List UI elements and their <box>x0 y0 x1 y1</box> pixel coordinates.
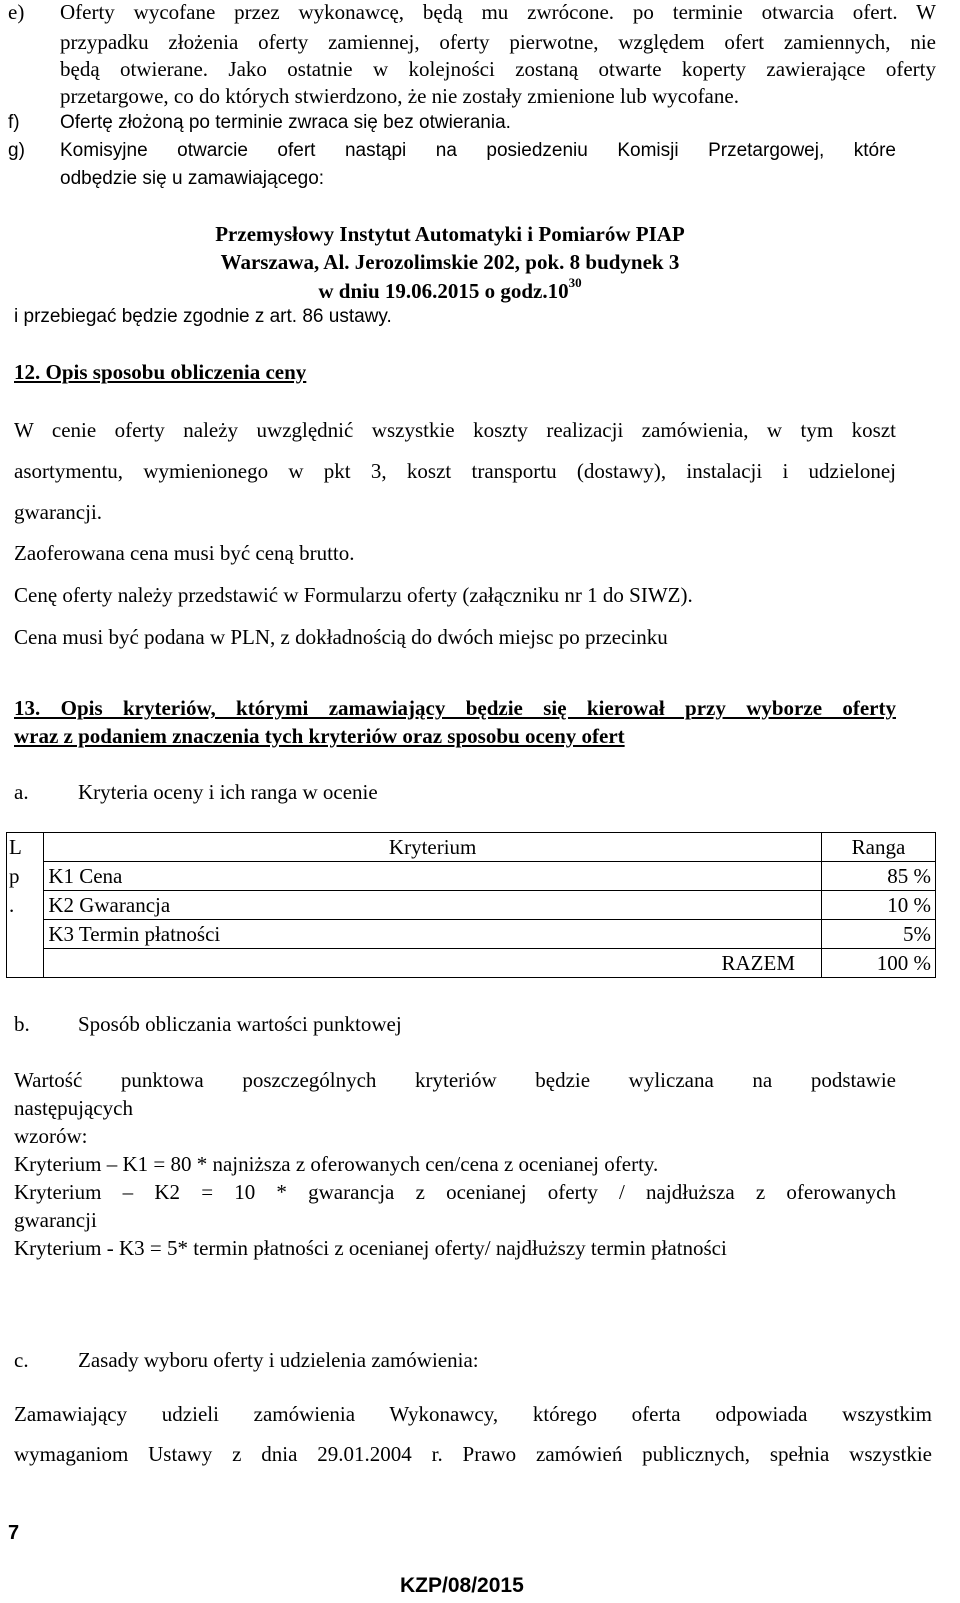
table-row <box>7 920 936 949</box>
rank-cell: 5% <box>822 920 936 949</box>
venue-date-time: w dniu 19.06.2015 o godz.10 <box>318 279 569 303</box>
lp-cell <box>7 920 44 949</box>
rank-header: Ranga <box>822 833 936 862</box>
criteria-table <box>6 832 936 978</box>
list-marker-f: f) <box>8 112 20 133</box>
table-row <box>7 891 936 920</box>
criterion-cell: K1 Cena <box>44 862 822 891</box>
criterion-cell: K2 Gwarancja <box>44 891 822 920</box>
venue-line-3 <box>0 275 900 304</box>
section-12-heading: 12. Opis sposobu obliczenia ceny <box>14 360 307 384</box>
table-row <box>7 862 936 891</box>
section-13-heading-line-2: wraz z podaniem znaczenia tych kryteriów oraz sposobu oceny ofert <box>14 724 625 748</box>
venue-line-2: Warszawa, Al. Jerozolimskie 202, pok. 8 budynek 3 <box>220 250 680 274</box>
section-12-para-line-2: asortymentu, wymienionego w pkt 3, koszt transportu (dostawy), instalacji i udzielonej <box>14 459 896 483</box>
formula-intro-line-2: następujących <box>14 1096 133 1120</box>
page-number: 7 <box>8 1522 20 1544</box>
subsection-c-title: Zasady wyboru oferty i udzielenia zamówienia: <box>78 1348 479 1372</box>
rank-cell: 85 % <box>822 862 936 891</box>
lp-cell: . <box>7 891 44 920</box>
rank-cell: 10 % <box>822 891 936 920</box>
price-brutto-note: Zaoferowana cena musi być ceną brutto. <box>14 541 355 565</box>
lp-cell <box>7 949 44 978</box>
formula-intro-line-1: Wartość punktowa poszczególnych kryteriów będzie wyliczana na podstawie <box>14 1068 896 1092</box>
item-e-line-2: przypadku złożenia oferty zamiennej, oferty pierwotne, względem ofert zamiennych, nie <box>60 30 936 54</box>
lp-cell: L <box>7 833 44 862</box>
award-rule-line-1: Zamawiający udzieli zamówienia Wykonawcy, którego oferta odpowiada wszystkim <box>14 1402 932 1426</box>
list-marker-g: g) <box>8 140 25 161</box>
formula-intro-line-3: wzorów: <box>14 1124 88 1148</box>
criterion-cell: K3 Termin płatności <box>44 920 822 949</box>
formula-k2-line-2: gwarancji <box>14 1208 97 1232</box>
item-f-text: Ofertę złożoną po terminie zwraca się bez otwierania. <box>60 112 511 133</box>
formula-k1: Kryterium – K1 = 80 * najniższa z oferowanych cen/cena z ocenianej oferty. <box>14 1152 659 1176</box>
formula-k2-line-1: Kryterium – K2 = 10 * gwarancja z ocenianej oferty / najdłuższa z oferowanych <box>14 1180 896 1204</box>
item-g-line-1: Komisyjne otwarcie ofert nastąpi na posiedzeniu Komisji Przetargowej, które <box>60 140 896 161</box>
price-pln-note: Cena musi być podana w PLN, z dokładnością do dwóch miejsc po przecinku <box>14 625 668 649</box>
venue-after-text: i przebiegać będzie zgodnie z art. 86 ustawy. <box>14 306 392 327</box>
price-form-note: Cenę oferty należy przedstawić w Formularzu oferty (załączniku nr 1 do SIWZ). <box>14 583 693 607</box>
table-header-row <box>7 833 936 862</box>
section-12-para-line-3: gwarancji. <box>14 500 103 524</box>
item-g-line-2: odbędzie się u zamawiającego: <box>60 168 325 189</box>
formula-k3: Kryterium - K3 = 5* termin płatności z ocenianej oferty/ najdłuższy termin płatności <box>14 1236 727 1260</box>
item-e-line-3: będą otwierane. Jako ostatnie w kolejności zostaną otwarte koperty zawierające oferty <box>60 57 936 81</box>
table-total-row <box>7 949 936 978</box>
award-rule-line-2: wymaganiom Ustawy z dnia 29.01.2004 r. Prawo zamówień publicznych, spełnia wszystkie <box>14 1442 932 1466</box>
subsection-a-title: Kryteria oceny i ich ranga w ocenie <box>78 780 378 804</box>
venue-time-minutes: 30 <box>568 275 582 290</box>
subsection-c-marker: c. <box>14 1348 29 1372</box>
document-code: KZP/08/2015 <box>400 1574 524 1597</box>
lp-cell: p <box>7 862 44 891</box>
item-e-line-4: przetargowe, co do których stwierdzono, że nie zostały zmienione lub wycofane. <box>60 84 739 108</box>
item-e-line-1: Oferty wycofane przez wykonawcę, będą mu zwrócone. po terminie otwarcia ofert. W <box>60 0 936 24</box>
subsection-a-marker: a. <box>14 780 29 804</box>
venue-line-1: Przemysłowy Instytut Automatyki i Pomiarów PIAP <box>215 222 685 246</box>
section-12-para-line-1: W cenie oferty należy uwzględnić wszystkie koszty realizacji zamówienia, w tym koszt <box>14 418 896 442</box>
total-value: 100 % <box>822 949 936 978</box>
list-marker-e: e) <box>8 0 25 24</box>
section-13-heading-line-1: 13. Opis kryteriów, którymi zamawiający będzie się kierował przy wyborze oferty <box>14 696 896 720</box>
criterion-header: Kryterium <box>44 833 822 862</box>
subsection-b-title: Sposób obliczania wartości punktowej <box>78 1012 402 1036</box>
total-label: RAZEM <box>44 949 822 978</box>
subsection-b-marker: b. <box>14 1012 30 1036</box>
